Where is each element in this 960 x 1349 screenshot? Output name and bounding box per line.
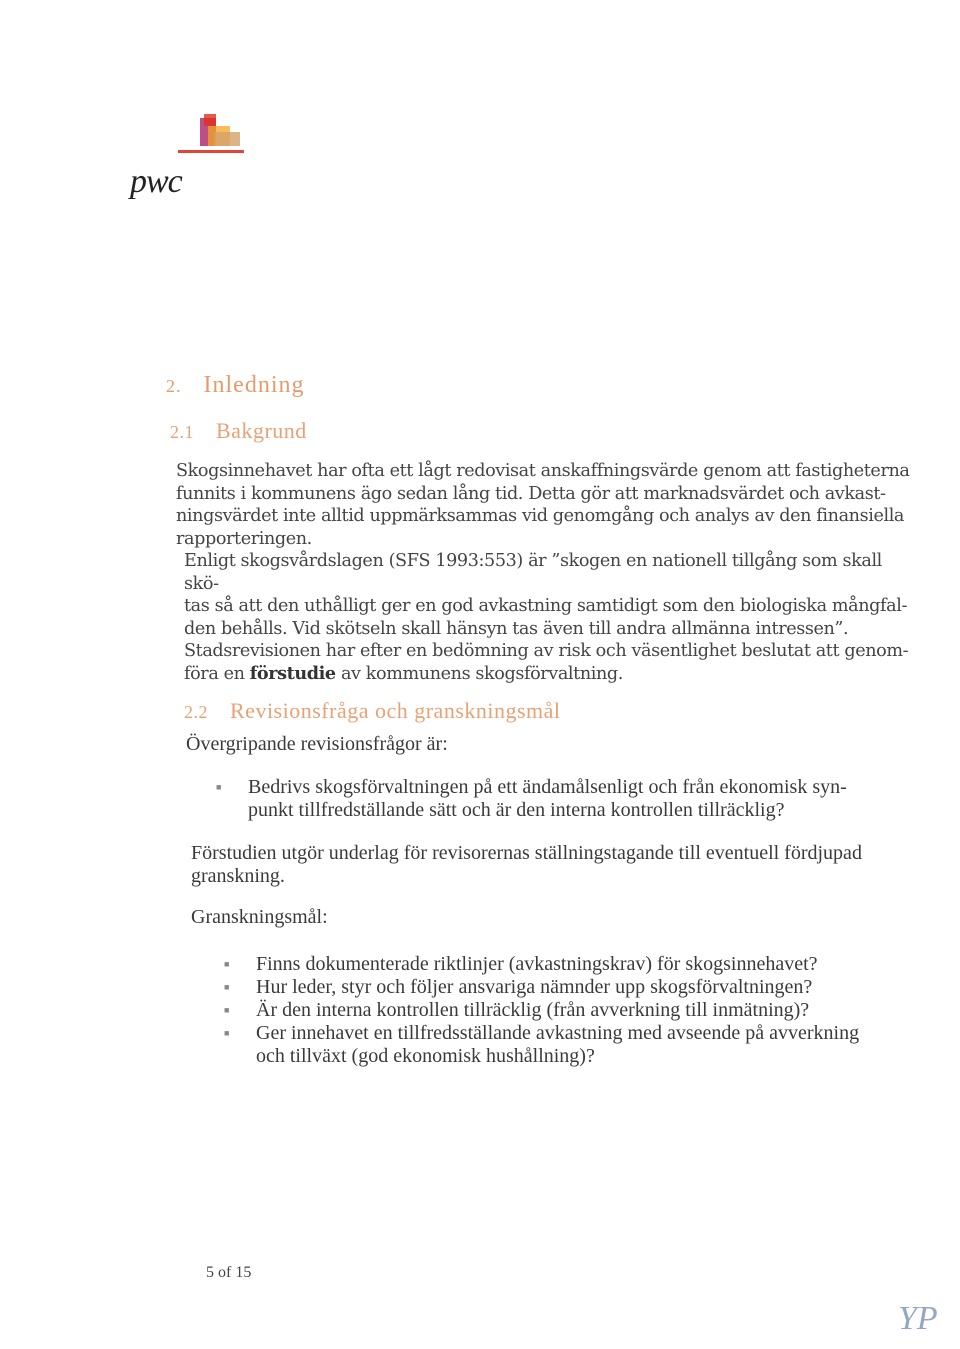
section-2-1-heading — [170, 418, 307, 444]
section-2-2-title: Revisionsfråga och granskningsmål — [230, 698, 561, 723]
section-2-2-heading — [184, 698, 561, 724]
list-item: ■ Är den interna kontrollen tillräcklig (från avverkning till inmätning)? — [224, 999, 810, 1021]
text-line: Skogsinnehavet har ofta ett lågt redovisat anskaffningsvärde genom att fastigheterna — [176, 461, 910, 481]
list-item: ■ Ger innehavet en tillfredsställande avkastning med avseende på avverkning och tillväxt (god ekonomisk hushållning)? — [224, 1022, 860, 1067]
chapter-number: 2. — [166, 376, 182, 396]
text-line: den behålls. Vid skötseln skall hänsyn tas även till andra allmänna intressen”. — [184, 618, 849, 639]
list-item: ■ Finns dokumenterade riktlinjer (avkastningskrav) för skogsinnehavet? — [224, 953, 818, 975]
page-number: 5 of 15 — [206, 1264, 252, 1281]
law-paragraph — [184, 550, 914, 685]
goals-list — [224, 953, 924, 1068]
pwc-logo-text: pwc — [130, 163, 182, 200]
bullet-icon: ■ — [224, 1028, 230, 1038]
prestudy-paragraph: Förstudien utgör underlag för revisorernas ställningstagande till eventuell fördjupad granskning. — [191, 842, 862, 887]
text-line: rapporteringen. — [176, 528, 312, 549]
background-paragraph — [176, 460, 916, 550]
overall-questions-label: Övergripande revisionsfrågor är: — [186, 733, 448, 755]
section-2-1-title: Bakgrund — [216, 418, 307, 443]
text-line: Enligt skogsvårdslagen (SFS 1993:553) är ”skogen en nationell tillgång som skall skö- — [184, 551, 882, 594]
text-line: Stadsrevisionen har efter en bedömning av risk och väsentlighet beslutat att genom- — [184, 641, 909, 661]
bullet-icon: ■ — [216, 782, 222, 792]
pwc-logo — [130, 112, 250, 212]
bullet-icon: ■ — [224, 959, 230, 969]
list-item: ■ Bedrivs skogsförvaltningen på ett ändamålsenligt och från ekonomisk syn- punkt tillfredställande sätt och är den interna kontrollen tillräcklig? — [216, 776, 847, 821]
bullet-icon: ■ — [224, 982, 230, 992]
pwc-logo-mark-icon — [178, 112, 258, 162]
goals-label: Granskningsmål: — [191, 906, 328, 928]
text-line: föra en förstudie av kommunens skogsförvaltning. — [184, 662, 623, 684]
bullet-icon: ■ — [224, 1005, 230, 1015]
question-list — [216, 776, 916, 822]
text-line: ningsvärdet inte alltid uppmärksammas vid genomgång och analys av den finansiella — [176, 506, 905, 526]
text-line: tas så att den uthålligt ger en god avkastning samtidigt som den biologiska mångfal- — [184, 596, 907, 616]
text-line: funnits i kommunens ägo sedan lång tid. Detta gör att marknadsvärdet och avkast- — [176, 483, 886, 504]
handwritten-initials: YP — [898, 1300, 938, 1337]
chapter-heading — [166, 372, 304, 399]
bold-term: förstudie — [249, 662, 336, 684]
list-item: ■ Hur leder, styr och följer ansvariga nämnder upp skogsförvaltningen? — [224, 976, 813, 998]
section-2-2-number: 2.2 — [184, 702, 208, 722]
chapter-title: Inledning — [203, 372, 305, 398]
section-2-1-number: 2.1 — [170, 422, 194, 442]
